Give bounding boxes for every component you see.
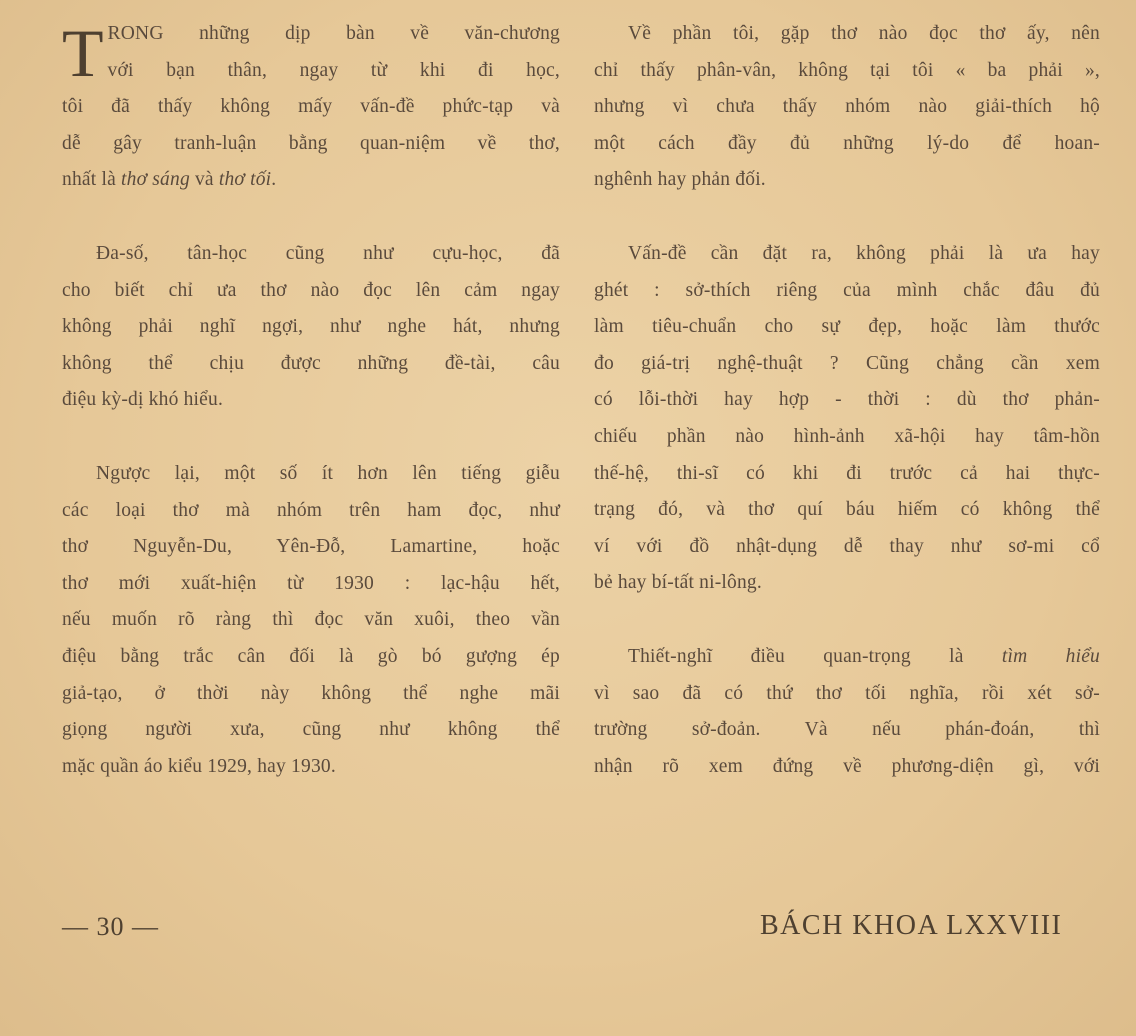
text-line: làm tiêu-chuẩn cho sự đẹp, hoặc làm thước [594, 316, 1100, 338]
text-line: không phải nghĩ ngợi, như nghe hát, nhưng [62, 316, 560, 338]
text-line: đo giá-trị nghệ-thuật ? Cũng chẳng cần xem [594, 352, 1100, 374]
text-line: chỉ thấy phân-vân, không tại tôi « ba phải », [594, 59, 1100, 81]
text-segment: và [189, 169, 219, 191]
text-line: giả-tạo, ở thời này không thể nghe mãi [62, 682, 560, 704]
text-line: thế-hệ, thi-sĩ có khi đi trước cả hai thực- [594, 462, 1100, 484]
journal-title: BÁCH KHOA LXXVIII [760, 910, 1063, 941]
text-line: dễ gây tranh-luận bằng quan-niệm về thơ, [62, 132, 560, 154]
page-number: — 30 — [62, 912, 159, 941]
text-line: trường sở-đoản. Và nếu phán-đoán, thì [594, 719, 1100, 741]
text-line: không thể chịu được những đề-tài, câu [62, 352, 560, 374]
text-line: bẻ hay bí-tất ni-lông. [594, 572, 762, 594]
text-line: nghênh hay phản đối. [594, 169, 766, 191]
text-line: với bạn thân, ngay từ khi đi học, [107, 59, 560, 81]
text-line: ví với đồ nhật-dụng dễ thay như sơ-mi cổ [594, 535, 1100, 557]
text-segment: Thiết-nghĩ điều quan-trọng là [628, 645, 1002, 667]
text-line: có lỗi-thời hay hợp - thời : dù thơ phản- [594, 389, 1100, 411]
text-line: vì sao đã có thứ thơ tối nghĩa, rồi xét sở- [594, 682, 1100, 704]
right-column [594, 16, 1100, 822]
paragraph-1 [62, 16, 560, 199]
text-line: Đa-số, tân-học cũng như cựu-học, đã [96, 242, 560, 264]
paragraph-6 [594, 639, 1100, 785]
text-line: các loại thơ mà nhóm trên ham đọc, như [62, 499, 560, 521]
italic-term: thơ tối [218, 169, 272, 191]
text-line: chiếu phần nào hình-ảnh xã-hội hay tâm-hồn [594, 425, 1100, 447]
text-line: nhận rõ xem đứng về phương-diện gì, với [594, 755, 1100, 777]
text-line: nếu muốn rõ ràng thì đọc văn xuôi, theo vần [62, 609, 560, 631]
italic-term: tìm hiểu [1001, 645, 1100, 667]
text-line [594, 639, 1100, 676]
text-line: thơ Nguyễn-Du, Yên-Đỗ, Lamartine, hoặc [62, 536, 560, 558]
paragraph-2 [62, 236, 560, 419]
italic-term: thơ sáng [121, 169, 190, 191]
text-line: điệu bằng trắc cân đối là gò bó gượng ép [62, 645, 560, 667]
text-line: thơ mới xuất-hiện từ 1930 : lạc-hậu hết, [62, 572, 560, 594]
text-segment: . [271, 169, 277, 191]
text-line: tôi đã thấy không mấy vấn-đề phức-tạp và [62, 96, 560, 118]
left-column [62, 16, 560, 822]
text-line: Vấn-đề cần đặt ra, không phải là ưa hay [628, 242, 1100, 264]
text-line: điệu kỳ-dị khó hiểu. [62, 389, 224, 411]
text-line [62, 162, 560, 199]
drop-cap: T [62, 15, 104, 91]
text-line: RONG những dịp bàn về văn-chương [107, 23, 560, 44]
text-line: Về phần tôi, gặp thơ nào đọc thơ ấy, nên [628, 23, 1100, 44]
text-line: cho biết chỉ ưa thơ nào đọc lên cảm ngay [62, 279, 560, 301]
text-line: một cách đầy đủ những lý-do để hoan- [594, 132, 1100, 154]
text-segment: nhất là [62, 169, 121, 191]
paragraph-5 [594, 236, 1100, 602]
text-line: nhưng vì chưa thấy nhóm nào giải-thích hộ [594, 96, 1100, 118]
text-line: giọng người xưa, cũng như không thể [62, 719, 560, 741]
text-line: ghét : sở-thích riêng của mình chắc đâu đủ [594, 279, 1100, 301]
paragraph-3 [62, 456, 560, 785]
paragraph-4 [594, 16, 1100, 199]
text-line: trạng đó, và thơ quí báu hiếm có không thể [594, 499, 1100, 521]
text-line: mặc quần áo kiểu 1929, hay 1930. [62, 755, 336, 777]
text-line: Ngược lại, một số ít hơn lên tiếng giễu [96, 462, 560, 484]
